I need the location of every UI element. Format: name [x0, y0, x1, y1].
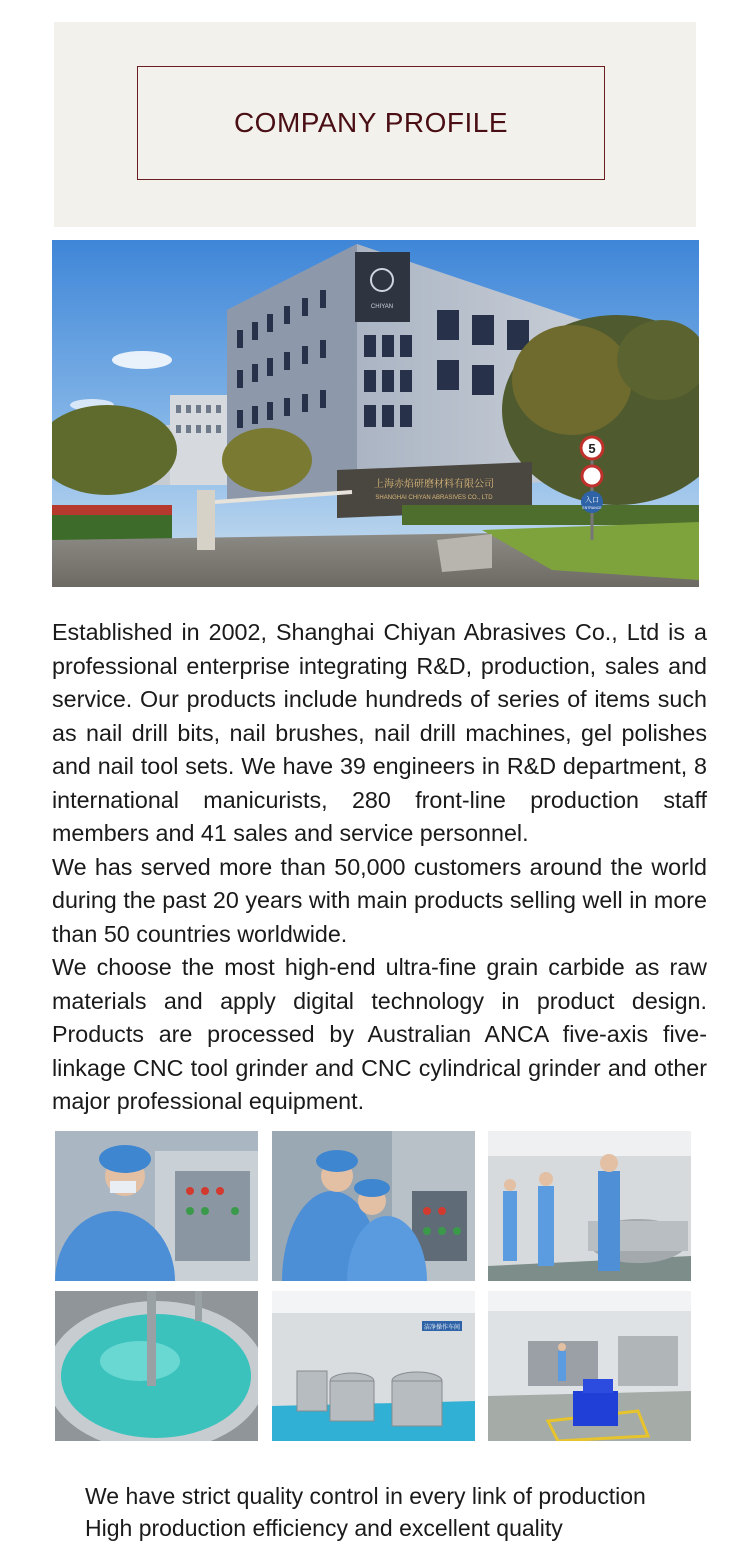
paragraph-customers: We has served more than 50,000 customers around the world during the past 20 years with main products selling well in more than 50 countries worldwide. [52, 853, 707, 947]
photo-packing-line [488, 1291, 691, 1441]
quality-statements [85, 1480, 646, 1544]
page-title: COMPANY PROFILE [233, 107, 509, 138]
entrance-sign-cn: 入口 [585, 496, 599, 504]
wall-sign-chinese: 上海赤焰研磨材料有限公司 [374, 479, 494, 490]
quality-line-efficiency: High production efficiency and excellent quality [85, 1515, 563, 1541]
paragraph-equipment: We choose the most high-end ultra-fine grain carbide as raw materials and apply digital technology in product design. Products are processed by Australian ANCA five-axis five-linkage CNC tool grinder and CNC cylindrical grinder and other major professional equipment. [52, 954, 707, 1114]
wall-sign-english: SHANGHAI CHIYAN ABRASIVES CO., LTD [375, 495, 493, 501]
quality-line-control: We have strict quality control in every link of production [85, 1483, 646, 1509]
header-panel [54, 22, 696, 227]
title-frame [137, 66, 605, 180]
photo-worker-control-panel [55, 1131, 258, 1281]
factory-building-photo [52, 240, 699, 587]
company-description [52, 616, 707, 1119]
building-logo-text: CHIYAN [370, 304, 394, 310]
entrance-sign-en: ENTRANCE [582, 506, 602, 510]
photo-steel-tanks [272, 1291, 475, 1441]
photo-two-workers-operating [272, 1131, 475, 1281]
speed-limit-sign: 5 [588, 441, 596, 456]
paragraph-intro: Established in 2002, Shanghai Chiyan Abrasives Co., Ltd is a professional enterprise integrating R&D, production, sales and service. Our products include hundreds of series of items such as nail drill bits, nail brushes, nail drill machines, gel polishes and nail tool sets. We have 39 engineers in R&D department, 8 international manicurists, 280 front-line production staff members and 41 sales and service personnel. [52, 619, 707, 846]
workshop-sign: 洁净操作车间 [423, 1324, 461, 1331]
photo-teal-gel-mixing [55, 1291, 258, 1441]
photo-workshop-mixers [488, 1131, 691, 1281]
